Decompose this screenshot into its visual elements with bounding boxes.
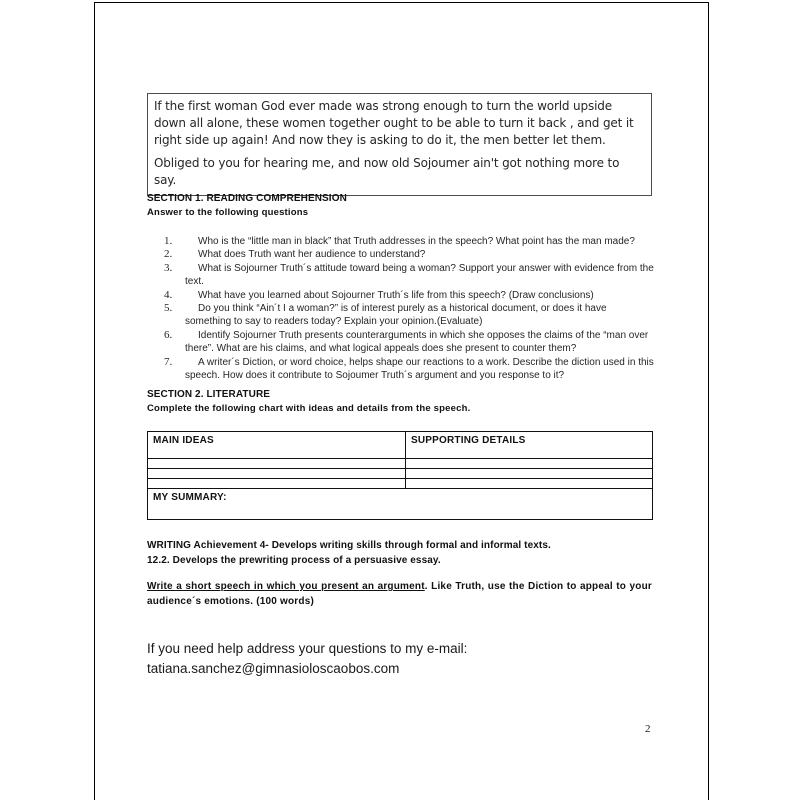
table-empty-cell [406,469,653,479]
question-list [147,235,655,382]
table-empty-cell [406,479,653,489]
question-item-6 [147,329,655,356]
quote-paragraph-2: Obliged to you for hearing me, and now old Sojoumer ain't got nothing more to say. [154,156,620,187]
writing-standard: 12.2. Develops the prewriting process of a persuasive essay. [147,555,441,566]
question-number: 1. [164,235,173,247]
table-header-supporting-details: SUPPORTING DETAILS [406,432,653,459]
question-text: What is Sojourner Truth´s attitude toward being a woman? Support your answer with evidence from the text. [185,262,654,288]
writing-prompt [147,579,652,609]
question-number: 2. [164,248,173,261]
contact-email: tatiana.sanchez@gimnasioloscaobos.com [147,660,400,676]
section2-subtitle: Complete the following chart with ideas and details from the speech. [147,403,471,414]
quote-box [147,93,652,196]
question-number: 7. [164,355,173,368]
ideas-details-table [147,431,653,520]
question-item-4 [147,289,655,302]
question-text: A writer´s Diction, or word choice, helps shape our reactions to a work. Describe the diction used in this speech. How does it contribute to Sojoumer Truth´s argument and you response to it? [185,356,654,382]
contact-info [147,639,467,678]
question-number: 5. [164,302,173,315]
question-text: Identify Sojourner Truth presents counterarguments in which she opposes the claims of the “man over there”. What are his claims, and what logical appeals does she present to counter them? [185,329,649,355]
writing-prompt-underlined: Write a short speech in which you present an argument [147,581,425,592]
table-empty-row [148,469,653,479]
writing-achievement: WRITING Achievement 4- Develops writing skills through formal and informal texts. [147,540,551,551]
table-summary-row [148,489,653,520]
question-text: What does Truth want her audience to understand? [198,249,426,261]
table-empty-cell [148,479,406,489]
table-empty-cell [148,459,406,469]
table-header-row [148,432,653,459]
section2-title: SECTION 2. LITERATURE [147,389,271,400]
table-empty-cell [148,469,406,479]
question-text: What have you learned about Sojourner Truth´s life from this speech? (Draw conclusions) [198,289,594,301]
question-item-3 [147,262,655,289]
question-number: 6. [164,328,173,341]
contact-line: If you need help address your questions to my e-mail: [147,641,468,656]
question-text: Who is the “little man in black” that Truth addresses in the speech? What point has the man made? [198,236,635,247]
page-number: 2 [645,723,651,735]
table-empty-row [148,459,653,469]
table-summary-cell: MY SUMMARY: [148,489,653,520]
writing-prompt-rest: . Like Truth, use the Diction to appeal to your audience´s emotions. (100 words) [147,581,652,607]
question-item-1 [147,235,655,248]
table-empty-row [148,479,653,489]
question-item-5 [147,302,655,329]
question-text: Do you think “Ain´t I a woman?” is of interest purely as a historical document, or does it have something to say to readers today? Explain your opinion.(Evaluate) [185,303,607,328]
quote-paragraph-1: If the first woman God ever made was strong enough to turn the world upside down all alone, these women together ought to be able to turn it back , and get it right side up again! And now they is asking to do it, the men better let them. [154,99,634,147]
question-number: 4. [164,288,173,301]
question-item-2 [147,248,655,261]
section1-subtitle: Answer to the following questions [147,207,309,218]
section1-title: SECTION 1. READING COMPREHENSION [147,193,347,204]
question-number: 3. [164,261,173,274]
question-item-7 [147,356,655,383]
table-empty-cell [406,459,653,469]
table-header-main-ideas: MAIN IDEAS [148,432,406,459]
